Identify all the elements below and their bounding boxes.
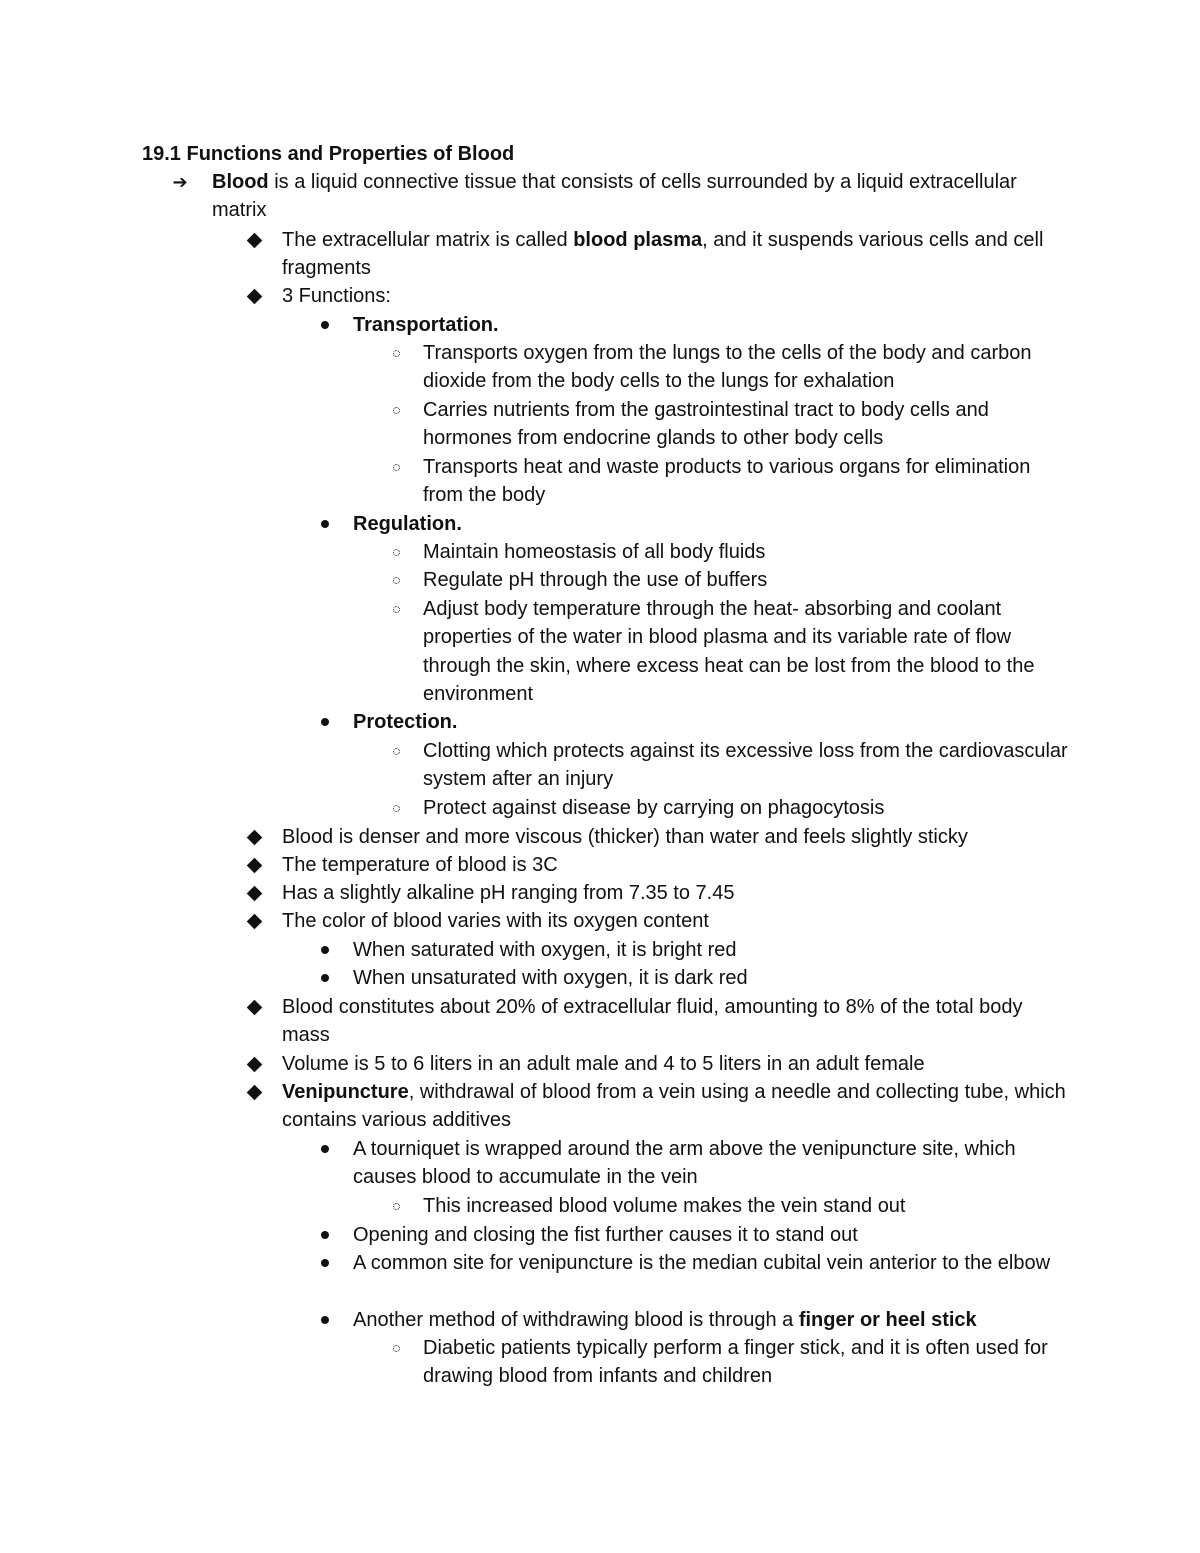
list-item-transport-1 (423, 339, 1073, 396)
dot-bullet-icon (315, 1306, 335, 1334)
list-item-text: Volume is 5 to 6 liters in an adult male and 4 to 5 liters in an adult female (282, 1053, 925, 1075)
list-item-text: Transports heat and waste products to various organs for elimination from the body (423, 456, 1031, 507)
list-item-veni-1 (353, 1135, 1073, 1192)
diamond-bullet-icon (244, 907, 264, 935)
hollow-circle-bullet-icon (386, 1334, 406, 1362)
list-item-veni-4a (423, 1334, 1073, 1391)
list-item-color-2 (353, 964, 1073, 992)
diamond-bullet-icon (244, 993, 264, 1021)
list-item-transport-2 (423, 396, 1073, 453)
hollow-circle-bullet-icon (386, 453, 406, 481)
list-item-text: Blood is denser and more viscous (thicker) than water and feels slightly sticky (282, 826, 968, 848)
diamond-bullet-icon (244, 1050, 264, 1078)
section-title: 19.1 Functions and Properties of Blood (142, 143, 515, 165)
list-item-text: Clotting which protects against its excessive loss from the cardiovascular system after an injury (423, 740, 1068, 791)
list-item-regulation-1 (423, 538, 1073, 566)
list-item-protection-1 (423, 737, 1073, 794)
list-item-text: When saturated with oxygen, it is bright red (353, 939, 737, 961)
list-item-veni-3 (353, 1249, 1073, 1277)
list-item-volume (282, 1050, 1072, 1078)
hollow-circle-bullet-icon (386, 737, 406, 765)
list-item-protection (353, 708, 1073, 736)
arrow-bullet-icon: ➔ (172, 171, 188, 192)
dot-bullet-icon (315, 964, 335, 992)
list-item-plasma (282, 226, 1072, 283)
list-item-protection-2 (423, 794, 1073, 822)
dot-bullet-icon (315, 1135, 335, 1163)
list-item-text: Regulate pH through the use of buffers (423, 569, 768, 591)
hollow-circle-bullet-icon (386, 538, 406, 566)
list-item-text: When unsaturated with oxygen, it is dark red (353, 967, 748, 989)
list-item-text: Another method of withdrawing blood is through a finger or heel stick (353, 1309, 977, 1331)
dot-bullet-icon (315, 708, 335, 736)
list-item-ph (282, 879, 1072, 907)
list-item-text: 3 Functions: (282, 285, 391, 307)
list-item-veni-1a (423, 1192, 1073, 1220)
list-item-regulation-3 (423, 595, 1073, 709)
hollow-circle-bullet-icon (386, 794, 406, 822)
list-item-three-functions (282, 282, 1072, 310)
list-item-text: Opening and closing the fist further causes it to stand out (353, 1224, 858, 1246)
hollow-circle-bullet-icon (386, 595, 406, 623)
diamond-bullet-icon (244, 226, 264, 254)
list-item-density (282, 823, 1072, 851)
hollow-circle-bullet-icon (386, 566, 406, 594)
hollow-circle-bullet-icon (386, 1192, 406, 1220)
diamond-bullet-icon (244, 851, 264, 879)
diamond-bullet-icon (244, 282, 264, 310)
list-item-text: This increased blood volume makes the vein stand out (423, 1195, 906, 1217)
list-item-text: Venipuncture, withdrawal of blood from a vein using a needle and collecting tube, which contains various additives (282, 1081, 1066, 1132)
list-item-text: Adjust body temperature through the heat- absorbing and coolant properties of the water in blood plasma and its variable rate of flow through the skin, where excess heat can be lost from the blood to the environment (423, 598, 1035, 706)
list-item-venipuncture (282, 1078, 1072, 1135)
list-item-regulation (353, 510, 1073, 538)
list-item-text: Protect against disease by carrying on phagocytosis (423, 797, 885, 819)
list-item-text: Transports oxygen from the lungs to the cells of the body and carbon dioxide from the body cells to the lungs for exhalation (423, 342, 1032, 393)
list-item-regulation-2 (423, 566, 1073, 594)
list-item-transport-3 (423, 453, 1073, 510)
list-item-text: The extracellular matrix is called blood plasma, and it suspends various cells and cell fragments (282, 229, 1044, 280)
list-item-veni-2 (353, 1221, 1073, 1249)
list-item-transportation (353, 311, 1073, 339)
list-item-text: The temperature of blood is 3C (282, 854, 558, 876)
list-item-blood-definition (172, 168, 1072, 225)
dot-bullet-icon (315, 1221, 335, 1249)
list-item-text: Has a slightly alkaline pH ranging from 7.35 to 7.45 (282, 882, 735, 904)
list-item-color-1 (353, 936, 1073, 964)
hollow-circle-bullet-icon (386, 396, 406, 424)
diamond-bullet-icon (244, 1078, 264, 1106)
list-item-text: Diabetic patients typically perform a finger stick, and it is often used for drawing blood from infants and children (423, 1337, 1048, 1388)
hollow-circle-bullet-icon (386, 339, 406, 367)
list-item-temperature (282, 851, 1072, 879)
dot-bullet-icon (315, 510, 335, 538)
list-item-text: Blood is a liquid connective tissue that consists of cells surrounded by a liquid extracellular matrix (212, 171, 1017, 222)
list-item-text: A common site for venipuncture is the median cubital vein anterior to the elbow (353, 1252, 1051, 1274)
list-item-text: Protection. (353, 711, 458, 733)
list-item-text: Regulation. (353, 513, 462, 535)
list-item-text: Transportation. (353, 314, 499, 336)
list-item-text: The color of blood varies with its oxygen content (282, 910, 709, 932)
dot-bullet-icon (315, 1249, 335, 1277)
list-item-text: Blood constitutes about 20% of extracellular fluid, amounting to 8% of the total body mass (282, 996, 1023, 1047)
list-item-constitutes (282, 993, 1072, 1050)
diamond-bullet-icon (244, 879, 264, 907)
list-item-veni-4 (353, 1306, 1073, 1334)
dot-bullet-icon (315, 311, 335, 339)
diamond-bullet-icon (244, 823, 264, 851)
list-item-color (282, 907, 1072, 935)
dot-bullet-icon (315, 936, 335, 964)
list-item-text: Maintain homeostasis of all body fluids (423, 541, 766, 563)
list-item-text: A tourniquet is wrapped around the arm above the venipuncture site, which causes blood to accumulate in the vein (353, 1138, 1016, 1189)
list-item-text: Carries nutrients from the gastrointestinal tract to body cells and hormones from endocrine glands to other body cells (423, 399, 989, 450)
